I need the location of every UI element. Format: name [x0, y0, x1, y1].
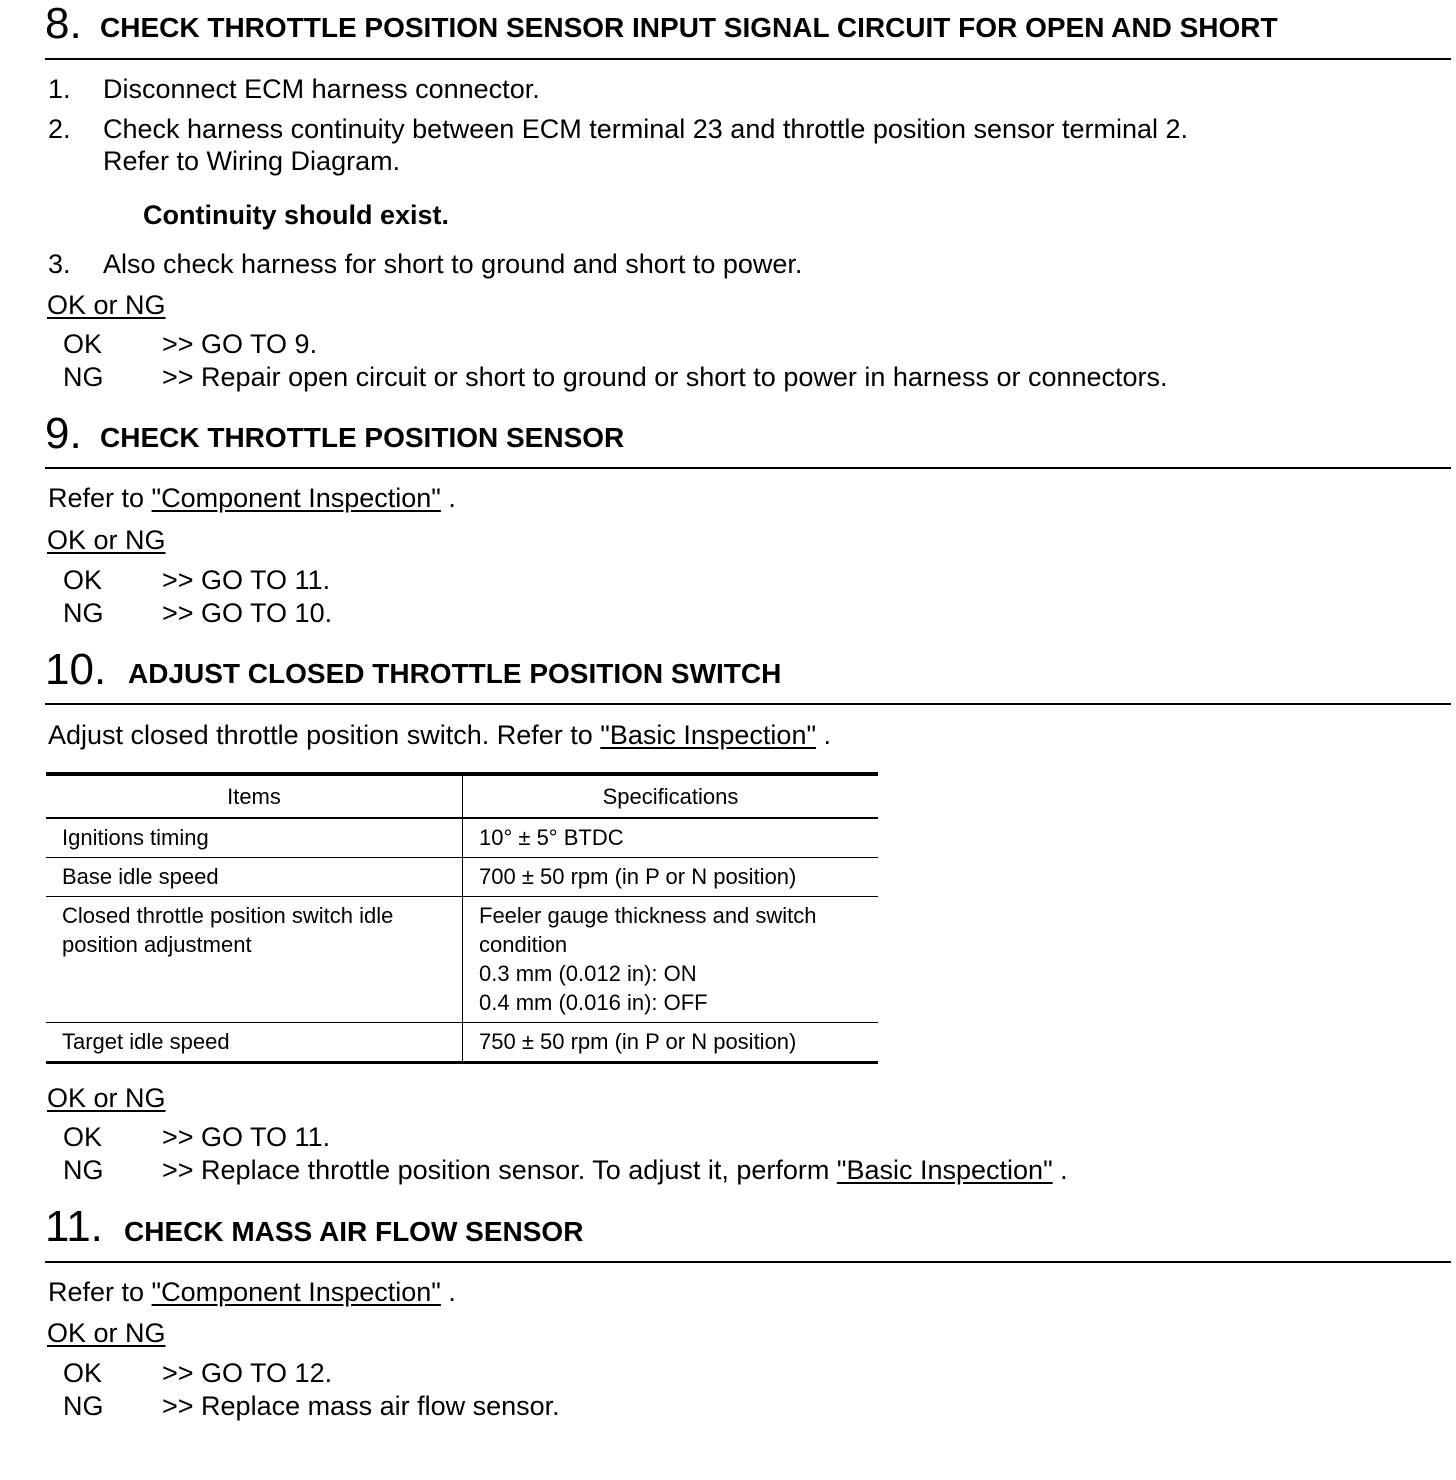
column-header-items: Items [46, 774, 463, 818]
step-11-number: 11. [45, 1202, 103, 1251]
step-8-ok-action: >> GO TO 9. [162, 329, 318, 359]
step-10-ok-action: >> GO TO 11. [162, 1122, 331, 1152]
spec-line: Feeler gauge thickness and switch condition [479, 903, 817, 957]
step-9-title: CHECK THROTTLE POSITION SENSOR [100, 422, 625, 453]
step-8-ok-label: OK [63, 329, 103, 359]
step-9-number: 9. [45, 409, 82, 458]
step-8-ng-label: NG [63, 362, 104, 392]
step-10-title: ADJUST CLOSED THROTTLE POSITION SWITCH [128, 658, 782, 689]
step-10-ok-or-ng: OK or NG [47, 1083, 166, 1113]
table-header-row [46, 774, 878, 818]
table-row [46, 818, 878, 858]
item-cell: Closed throttle position switch idle position adjustment [46, 897, 463, 1023]
refer-suffix: . [440, 483, 456, 513]
step-10-ok-label: OK [63, 1122, 103, 1152]
basic-inspection-link[interactable]: "Basic Inspection" [600, 720, 817, 750]
basic-inspection-link[interactable]: "Basic Inspection" [836, 1155, 1053, 1185]
step-8-ng-action: >> Repair open circuit or short to ground or short to power in harness or connectors. [162, 362, 1168, 392]
step-8-item-1-number: 1. [48, 74, 71, 104]
step-11-title: CHECK MASS AIR FLOW SENSOR [124, 1216, 584, 1247]
spec-line: 0.3 mm (0.012 in): ON [479, 961, 697, 986]
step-10-ng-label: NG [63, 1155, 104, 1185]
step-11-ng-action: >> Replace mass air flow sensor. [162, 1391, 560, 1421]
step-9-ok-action: >> GO TO 11. [162, 565, 331, 595]
spec-cell [463, 897, 879, 1023]
ng-action-suffix: . [1052, 1155, 1068, 1185]
ng-action-prefix: >> Replace throttle position sensor. To adjust it, perform [162, 1155, 837, 1185]
refer-suffix: . [440, 1277, 456, 1307]
step-8-ok-or-ng: OK or NG [47, 290, 166, 320]
step-10-number: 10. [45, 645, 107, 694]
column-header-specifications: Specifications [602, 784, 739, 809]
step-8-divider [45, 58, 1451, 60]
step-9-ok-label: OK [63, 565, 103, 595]
step-8-item-2-text-line2: Refer to Wiring Diagram. [103, 146, 401, 176]
step-9-refer [48, 482, 456, 514]
step-11-refer [48, 1276, 456, 1308]
table-row [46, 897, 878, 1023]
step-8-item-3-number: 3. [48, 249, 71, 279]
spec-cell: 750 ± 50 rpm (in P or N position) [479, 1029, 797, 1054]
continuity-note: Continuity should exist. [143, 200, 450, 230]
step-11-ok-label: OK [63, 1358, 103, 1388]
step-10-divider [45, 703, 1451, 705]
step-9-ng-label: NG [63, 598, 104, 628]
component-inspection-link[interactable]: "Component Inspection" [151, 1277, 441, 1307]
spec-cell: 10° ± 5° BTDC [479, 825, 624, 850]
intro-suffix: . [816, 720, 832, 750]
component-inspection-link[interactable]: "Component Inspection" [151, 483, 441, 513]
step-8-item-2-text: Check harness continuity between ECM terminal 23 and throttle position sensor terminal 2. [103, 114, 1189, 144]
step-11-ng-label: NG [63, 1391, 104, 1421]
refer-prefix: Refer to [48, 483, 152, 513]
step-8-title: CHECK THROTTLE POSITION SENSOR INPUT SIGNAL CIRCUIT FOR OPEN AND SHORT [100, 12, 1278, 43]
step-10-ng-action [162, 1154, 1068, 1186]
intro-prefix: Adjust closed throttle position switch. Refer to [48, 720, 601, 750]
step-11-divider [45, 1261, 1451, 1263]
item-cell: Base idle speed [46, 858, 463, 897]
step-10-intro [48, 719, 831, 751]
step-8-item-2-number: 2. [48, 114, 71, 144]
table-row [46, 858, 878, 897]
specifications-table [46, 772, 878, 1064]
step-11-ok-or-ng: OK or NG [47, 1318, 166, 1348]
spec-line: 0.4 mm (0.016 in): OFF [479, 990, 708, 1015]
item-cell: Ignitions timing [46, 818, 463, 858]
table-row [46, 1023, 878, 1063]
step-9-divider [45, 467, 1451, 469]
step-9-ng-action: >> GO TO 10. [162, 598, 333, 628]
refer-prefix: Refer to [48, 1277, 152, 1307]
step-8-item-1-text: Disconnect ECM harness connector. [103, 74, 540, 104]
item-cell: Target idle speed [46, 1023, 463, 1063]
spec-cell: 700 ± 50 rpm (in P or N position) [479, 864, 797, 889]
step-11-ok-action: >> GO TO 12. [162, 1358, 333, 1388]
step-8-number: 8. [45, 0, 82, 48]
step-9-ok-or-ng: OK or NG [47, 525, 166, 555]
step-8-item-3-text: Also check harness for short to ground and short to power. [103, 249, 803, 279]
